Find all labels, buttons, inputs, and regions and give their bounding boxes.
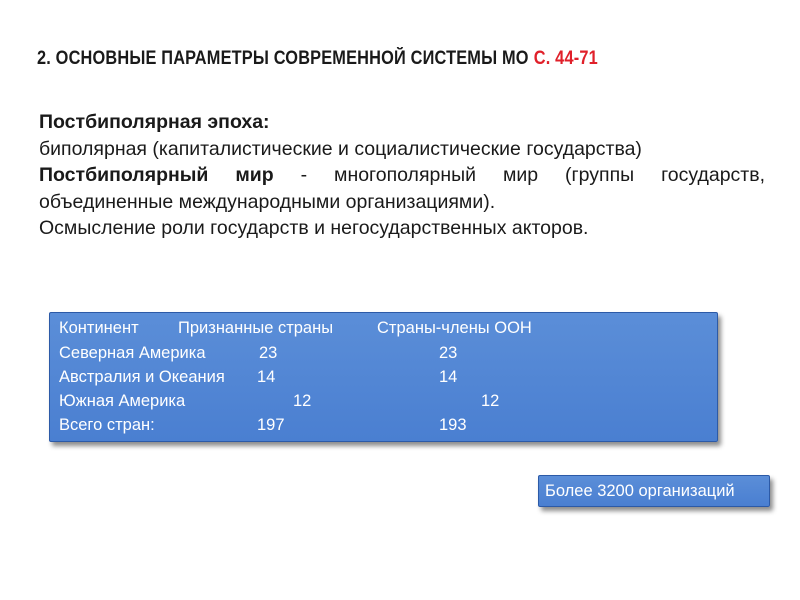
body-text	[39, 109, 765, 242]
header-un-members: Страны-члены ООН	[377, 319, 532, 337]
row-un-members: 23	[439, 344, 458, 362]
header-recognized: Признанные страны	[178, 319, 334, 337]
row-recognized: 12	[293, 392, 312, 410]
row-recognized: 14	[257, 368, 276, 386]
row-continent: Южная Америка	[59, 392, 186, 410]
table-header-row	[59, 317, 717, 340]
row-un-members: 14	[439, 368, 458, 386]
organizations-callout-text: Более 3200 организаций	[545, 482, 735, 500]
postbipolar-description: - многополярный мир (группы государств, объединенные международными организациями).	[39, 164, 765, 213]
row-continent: Всего стран:	[59, 416, 155, 434]
roles-line: Осмысление роли государств и негосударственных акторов.	[39, 217, 589, 239]
row-continent: Австралия и Океания	[59, 368, 225, 386]
row-continent: Северная Америка	[59, 344, 206, 362]
table-row	[59, 414, 717, 437]
title-text: 2. ОСНОВНЫЕ ПАРАМЕТРЫ СОВРЕМЕННОЙ СИСТЕМЫ МО	[37, 48, 529, 69]
table-row	[59, 390, 717, 413]
epoch-heading: Постбиполярная эпоха:	[39, 111, 270, 133]
page-reference: С. 44-71	[533, 48, 598, 69]
bipolar-line: биполярная (капиталистические и социалистические государства)	[39, 137, 642, 160]
row-un-members: 12	[481, 392, 500, 410]
postbipolar-term: Постбиполярный мир	[39, 164, 274, 186]
postbipolar-paragraph	[39, 162, 765, 215]
row-un-members: 193	[439, 416, 467, 434]
header-continent: Континент	[59, 319, 139, 337]
table-row	[59, 342, 717, 365]
row-recognized: 197	[257, 416, 285, 434]
slide-title	[37, 48, 598, 70]
row-recognized: 23	[259, 344, 278, 362]
countries-table-box	[49, 312, 718, 442]
table-row	[59, 366, 717, 389]
